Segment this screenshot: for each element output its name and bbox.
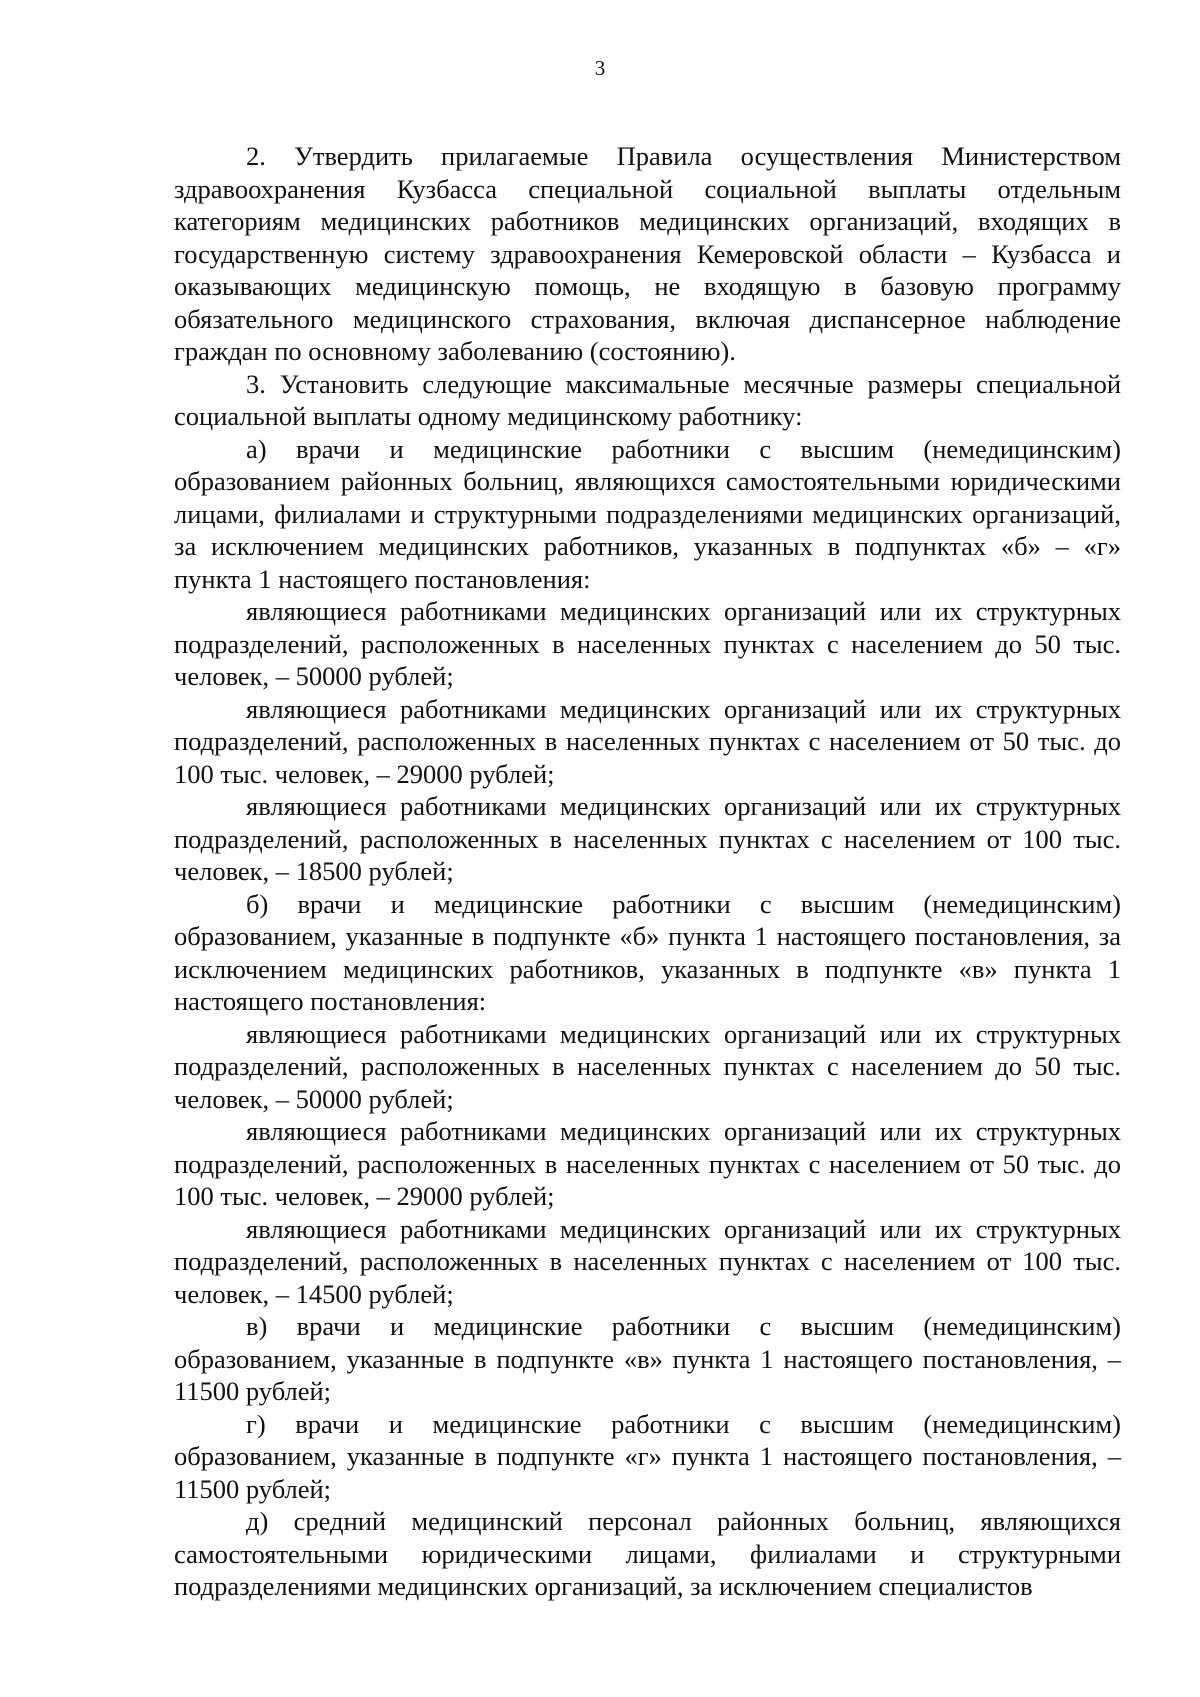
list-item-a-over-100k: являющиеся работниками медицинских организаций или их структурных подразделений, расположенных в населенных пунктах с населением от 100 тыс. человек, – 18500 рублей;: [174, 791, 1121, 886]
subparagraph-d-nursing-staff: д) средний медицинский персонал районных больниц, являющихся самостоятельными юридическими лицами, филиалами и структурными подразделениями медицинских организаций, за исключением специалистов: [174, 1506, 1121, 1601]
subparagraph-g-doctors: г) врачи и медицинские работники с высшим (немедицинским) образованием, указанные в подпункте «г» пункта 1 настоящего постановления, – 11500 рублей;: [174, 1408, 1121, 1504]
page-number: 3: [594, 56, 606, 80]
list-item-a-50k-100k: являющиеся работниками медицинских организаций или их структурных подразделений, расположенных в населенных пунктах с населением от 50 тыс. до 100 тыс. человек, – 29000 рублей;: [174, 693, 1121, 789]
document-body: [174, 140, 1121, 1603]
subparagraph-b-doctors: б) врачи и медицинские работники с высшим (немедицинским) образованием, указанные в подпункте «б» пункта 1 настоящего постановления, за исключением медицинских работников, указанных в подпункте «в» пункта 1 настоящего постановления:: [174, 888, 1121, 1016]
list-item-b-50k-100k: являющиеся работниками медицинских организаций или их структурных подразделений, расположенных в населенных пунктах с населением от 50 тыс. до 100 тыс. человек, – 29000 рублей;: [174, 1116, 1121, 1211]
subparagraph-v-doctors: в) врачи и медицинские работники с высшим (немедицинским) образованием, указанные в подпункте «в» пункта 1 настоящего постановления, – 11500 рублей;: [174, 1311, 1121, 1406]
paragraph-item-2-approve-rules: 2. Утвердить прилагаемые Правила осуществления Министерством здравоохранения Кузбасса специальной социальной выплаты отдельным категориям медицинских работников медицинских организаций, входящих в государственную систему здравоохранения Кемеровской области – Кузбасса и оказывающих медицинскую помощь, не входящую в базовую программу обязательного медицинского страхования, включая диспансерное наблюдение граждан по основному заболеванию (состоянию).: [174, 141, 1121, 366]
list-item-b-over-100k: являющиеся работниками медицинских организаций или их структурных подразделений, расположенных в населенных пунктах с населением от 100 тыс. человек, – 14500 рублей;: [174, 1213, 1121, 1309]
paragraph-item-3-set-max-payments: 3. Установить следующие максимальные месячные размеры специальной социальной выплаты одному медицинскому работнику:: [174, 368, 1121, 431]
subparagraph-a-doctors-district-hospitals: а) врачи и медицинские работники с высшим (немедицинским) образованием районных больниц, являющихся самостоятельными юридическими лицами, филиалами и структурными подразделениями медицинских организаций, за исключением медицинских работников, указанных в подпунктах «б» – «г» пункта 1 настоящего постановления:: [174, 433, 1121, 594]
list-item-b-under-50k: являющиеся работниками медицинских организаций или их структурных подразделений, расположенных в населенных пунктах с населением до 50 тыс. человек, – 50000 рублей;: [174, 1018, 1121, 1114]
list-item-a-under-50k: являющиеся работниками медицинских организаций или их структурных подразделений, расположенных в населенных пунктах с населением до 50 тыс. человек, – 50000 рублей;: [174, 596, 1121, 691]
